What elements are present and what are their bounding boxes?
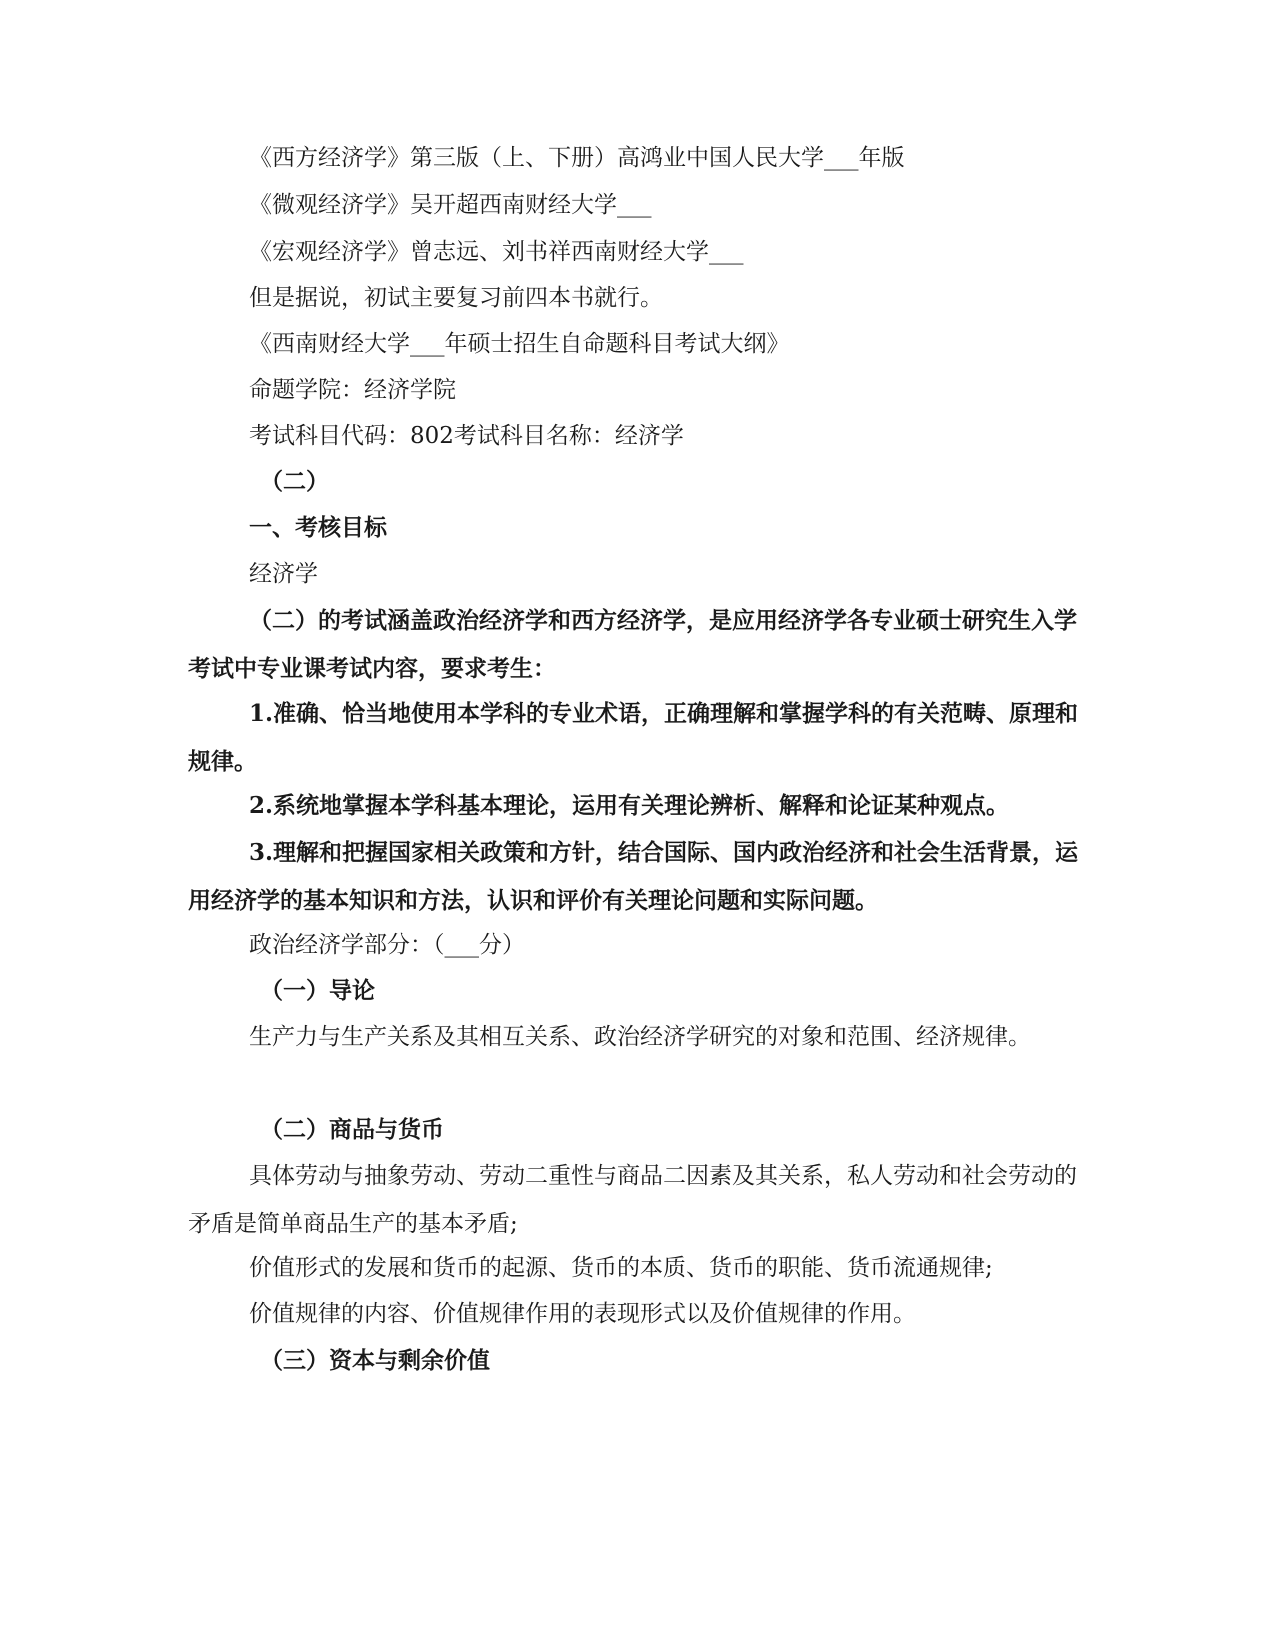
chapter-content: 生产力与生产关系及其相互关系、政治经济学研究的对象和范围、经济规律。 — [249, 1024, 1031, 1050]
part-heading: 政治经济学部分：（___分） — [249, 932, 525, 958]
exam-scope-paragraph: （二）的考试涵盖政治经济学和西方经济学，是应用经济学各专业硕士研究生入学考试中专业课考试内容，要求考生： — [188, 607, 1077, 682]
requirement-item: 2.系统地掌握本学科基本理论，运用有关理论辨析、解释和论证某种观点。 — [249, 792, 1010, 819]
reference-book-line: 《西方经济学》第三版（上、下册）高鸿业中国人民大学___年版 — [249, 145, 905, 171]
chapter-content: 价值形式的发展和货币的起源、货币的本质、货币的职能、货币流通规律; — [249, 1255, 993, 1281]
requirement-item: 3.理解和把握国家相关政策和方针，结合国际、国内政治经济和社会生活背景，运用经济学的基本知识和方法，认识和评价有关理论问题和实际问题。 — [188, 839, 1079, 914]
section-number: （二） — [260, 468, 329, 495]
note-line: 但是据说，初试主要复习前四本书就行。 — [249, 285, 663, 311]
subject-name: 经济学 — [249, 561, 318, 587]
chapter-content: 具体劳动与抽象劳动、劳动二重性与商品二因素及其关系，私人劳动和社会劳动的矛盾是简单商品生产的基本矛盾; — [188, 1163, 1077, 1237]
syllabus-title: 《西南财经大学___年硕士招生自命题科目考试大纲》 — [249, 331, 790, 357]
section-heading: 一、考核目标 — [249, 514, 387, 541]
reference-book-line: 《微观经济学》吴开超西南财经大学___ — [249, 192, 652, 218]
chapter-content: 价值规律的内容、价值规律作用的表现形式以及价值规律的作用。 — [249, 1301, 916, 1327]
subject-code-line: 考试科目代码：802考试科目名称：经济学 — [249, 423, 684, 449]
requirement-item: 1.准确、恰当地使用本学科的专业术语，正确理解和掌握学科的有关范畴、原理和规律。 — [188, 700, 1079, 775]
reference-book-line: 《宏观经济学》曾志远、刘书祥西南财经大学___ — [249, 239, 744, 265]
chapter-heading: （一）导论 — [260, 977, 375, 1004]
chapter-heading: （三）资本与剩余价值 — [260, 1347, 490, 1374]
chapter-heading: （二）商品与货币 — [260, 1116, 444, 1143]
college-line: 命题学院：经济学院 — [249, 377, 456, 403]
